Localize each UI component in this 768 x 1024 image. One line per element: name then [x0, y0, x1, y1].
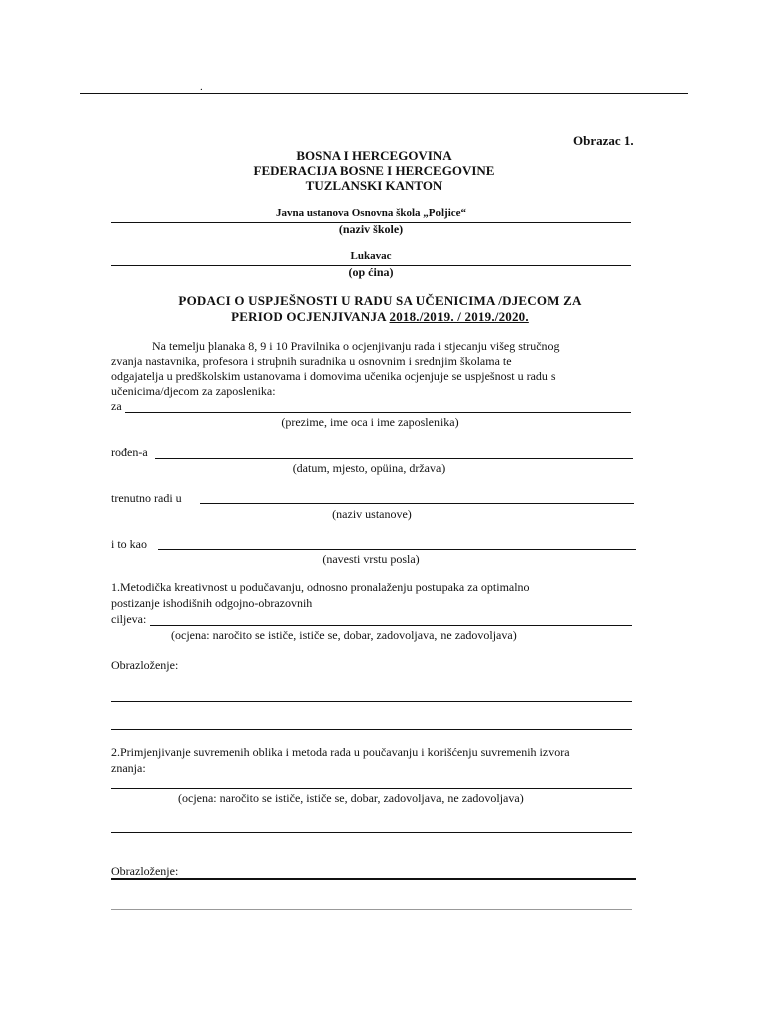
country-heading: BOSNA I HERCEGOVINA [296, 148, 452, 163]
criterion-2-justification-line-2[interactable] [111, 909, 632, 910]
criterion-1-justification-label: Obrazloženje: [111, 658, 179, 672]
criterion-1-justification-line-1[interactable] [111, 701, 632, 702]
criterion-2-rating-line[interactable] [111, 788, 632, 789]
radi-caption: (naziv ustanove) [332, 507, 412, 521]
kao-caption: (navesti vrstu posla) [322, 552, 420, 566]
za-input-line[interactable] [125, 412, 631, 413]
radi-input-line[interactable] [200, 503, 634, 504]
intro-line-1: Na temelju þlanaka 8, 9 i 10 Pravilnika o ocjenjivanju rada i stjecanju višeg stručnog [152, 339, 560, 353]
criterion-2-rating-caption: (ocjena: naročito se ističe, ističe se, dobar, zadovoljava, ne zadovoljava) [178, 791, 524, 805]
federation-heading: FEDERACIJA BOSNE I HERCEGOVINE [253, 163, 495, 178]
school-name: Javna ustanova Osnovna škola „Poljice“ [275, 207, 467, 219]
criterion-2-justification-line-1[interactable] [111, 878, 636, 880]
criterion-1-justification-line-2[interactable] [111, 729, 632, 730]
za-label: za [111, 399, 122, 413]
rodjen-caption: (datum, mjesto, opüina, država) [292, 461, 446, 475]
criterion-2-extra-line[interactable] [111, 832, 632, 833]
criterion-1-line2: postizanje ishodišnih odgojno-obrazovnih [111, 596, 313, 610]
za-caption: (prezime, ime oca i ime zaposlenika) [281, 415, 459, 429]
document-title-line2 [100, 309, 660, 325]
criterion-2-justification-label: Obrazloženje: [111, 864, 179, 878]
municipality-caption: (op ćina) [348, 265, 394, 279]
criterion-1-rating-caption: (ocjena: naročito se ističe, ističe se, dobar, zadovoljava, ne zadovoljava) [171, 628, 517, 642]
criterion-2-line2: znanja: [111, 761, 146, 775]
school-caption: (naziv škole) [338, 222, 404, 236]
radi-label: trenutno radi u [111, 491, 182, 505]
top-rule [80, 93, 688, 94]
intro-line-4: učenicima/djecom za zaposlenika: [111, 384, 276, 398]
intro-line-2: zvanja nastavnika, profesora i struþnih suradnika u osnovnim i srednjim školama te [111, 354, 512, 368]
title-period: 2018./2019. / 2019./2020. [389, 309, 529, 324]
form-number: Obrazac 1. [573, 133, 634, 148]
municipality-name: Lukavac [350, 250, 392, 262]
criterion-2-line1: 2.Primjenjivanje suvremenih oblika i metoda rada u poučavanju i korišćenju suvremenih izvora [111, 745, 570, 759]
document-title-line1: PODACI O USPJEŠNOSTI U RADU SA UČENICIMA /DJECOM ZA [178, 293, 582, 308]
canton-heading: TUZLANSKI KANTON [305, 178, 443, 193]
criterion-1-line3: ciljeva: [111, 612, 147, 626]
criterion-1-rating-line[interactable] [150, 625, 632, 626]
rodjen-input-line[interactable] [155, 458, 633, 459]
kao-label: i to kao [111, 537, 147, 551]
intro-line-3: odgajatelja u predškolskim ustanovama i domovima učenika ocjenjuje se uspješnost u radu s [111, 369, 556, 383]
criterion-1-line1: 1.Metodička kreativnost u podučavanju, odnosno pronalaženju postupaka za optimalno [111, 580, 530, 594]
top-dot: . [200, 81, 203, 93]
kao-input-line[interactable] [158, 549, 636, 550]
rodjen-label: rođen-a [111, 445, 148, 459]
title-prefix: PERIOD OCJENJIVANJA [231, 309, 390, 324]
